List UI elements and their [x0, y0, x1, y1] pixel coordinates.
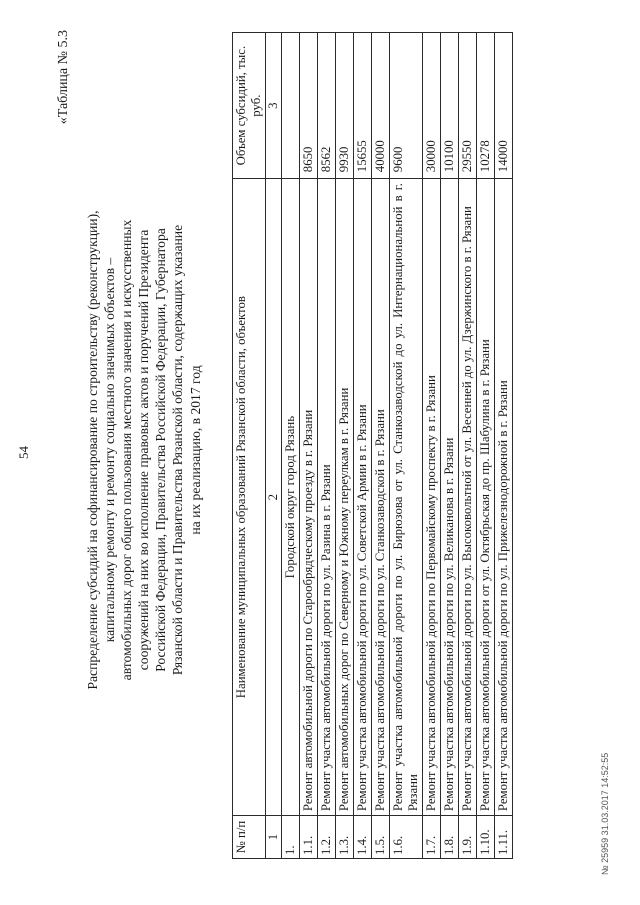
table-row — [441, 33, 459, 859]
column-index-row — [266, 33, 282, 859]
title-line: Распределение субсидий на софинансирование по строительству (реконструкции), — [85, 210, 100, 690]
row-num: 1.4. — [354, 816, 372, 859]
row-num: 1.1. — [300, 816, 318, 859]
row-name: Ремонт участка автомобильной дороги по ул. Станкозаводской в г. Рязани — [372, 179, 390, 816]
title-line: автомобильных дорог общего пользования местного значения и искусственных — [119, 219, 135, 681]
column-index: 2 — [266, 179, 282, 816]
row-volume: 8650 — [300, 33, 318, 179]
table-label: «Таблица № 5.3 — [56, 30, 71, 125]
row-volume: 29550 — [459, 33, 477, 179]
row-num: 1.2. — [318, 816, 336, 859]
registration-stamp: № 25959 31.03.2017 14:52:55 — [600, 752, 610, 875]
table-row — [477, 33, 495, 859]
table-header-row — [233, 33, 266, 859]
title-line: капитальному ремонту и ремонту социально значимых объектов – — [102, 257, 118, 643]
row-volume: 9600 — [390, 33, 423, 179]
subsidy-table — [232, 32, 513, 859]
title-line: на их реализацию, в 2017 год — [187, 365, 203, 535]
table-row — [354, 33, 372, 859]
table-row — [372, 33, 390, 859]
row-num: 1.3. — [336, 816, 354, 859]
row-volume: 14000 — [495, 33, 513, 179]
row-name: Ремонт участка автомобильной дороги по ул. Бирюзова от ул. Станкозаводской до ул. Интернациональной в г. Рязани — [390, 179, 423, 816]
header-name: Наименование муниципальных образований Рязанской области, объектов — [233, 179, 266, 816]
row-name: Ремонт участка автомобильной дороги по ул. Великанова в г. Рязани — [441, 179, 459, 816]
row-name: Ремонт участка автомобильной дороги по ул. Прижелезнодорожной в г. Рязани — [495, 179, 513, 816]
row-name: Ремонт автомобильных дорог по Северному и Южному переулкам в г. Рязани — [336, 179, 354, 816]
row-volume: 15655 — [354, 33, 372, 179]
row-num: 1.8. — [441, 816, 459, 859]
column-index: 3 — [266, 33, 282, 179]
title-line: сооружений на них во исполнение правовых актов и поручений Президента — [136, 229, 152, 671]
row-name: Ремонт участка автомобильной дороги по ул. Советской Армии в г. Рязани — [354, 179, 372, 816]
row-num: 1.7. — [423, 816, 441, 859]
table-row — [495, 33, 513, 859]
header-volume: Объем субсидий, тыс. руб. — [233, 33, 266, 179]
row-name: Ремонт участка автомобильной дороги по Первомайскому проспекту в г. Рязани — [423, 179, 441, 816]
section-volume — [282, 33, 300, 179]
title-line: Российской Федерации, Правительства Российской Федерации, Губернатора — [153, 228, 169, 672]
header-num: № п/п — [233, 816, 266, 859]
section-num: 1. — [282, 816, 300, 859]
row-volume: 10278 — [477, 33, 495, 179]
table-row — [459, 33, 477, 859]
column-index: 1 — [266, 816, 282, 859]
row-volume: 8562 — [318, 33, 336, 179]
row-name: Ремонт участка автомобильной дороги по ул. Высоковольтной от ул. Весенней до ул. Дзержинского в г. Рязани — [459, 179, 477, 816]
row-volume: 40000 — [372, 33, 390, 179]
table-row — [300, 33, 318, 859]
row-num: 1.9. — [459, 816, 477, 859]
row-name: Ремонт автомобильной дороги по Старообрядческому проезду в г. Рязани — [300, 179, 318, 816]
document-title — [84, 150, 204, 750]
title-line: Рязанской области и Правительства Рязанской области, содержащих указание — [170, 224, 186, 676]
row-name: Ремонт участка автомобильной дороги от ул. Октябрьская до пр. Шабулина в г. Рязани — [477, 179, 495, 816]
row-num: 1.10. — [477, 816, 495, 859]
page-number: 54 — [16, 446, 31, 459]
row-num: 1.5. — [372, 816, 390, 859]
row-volume: 30000 — [423, 33, 441, 179]
table-row — [390, 33, 423, 859]
row-num: 1.11. — [495, 816, 513, 859]
section-row — [282, 33, 300, 859]
row-name: Ремонт участка автомобильной дороги по ул. Разина в г. Рязани — [318, 179, 336, 816]
table-row — [336, 33, 354, 859]
row-num: 1.6. — [390, 816, 423, 859]
section-name: Городской округ город Рязань — [282, 179, 300, 816]
row-volume: 9930 — [336, 33, 354, 179]
row-volume: 10100 — [441, 33, 459, 179]
table-row — [318, 33, 336, 859]
table-row — [423, 33, 441, 859]
